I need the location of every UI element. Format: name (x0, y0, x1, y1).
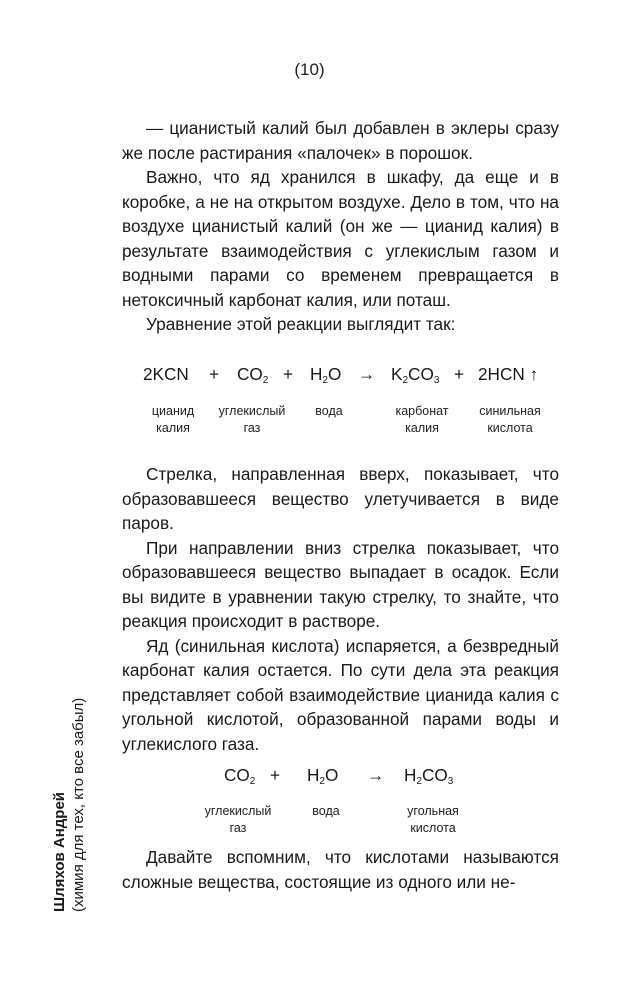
paragraph: — цианистый калий был добавлен в эклеры сразу же после растирания «палочек» в порошок. (122, 118, 559, 163)
paragraph: Давайте вспомним, что кислотами называются сложные вещества, состоящие из одного или не- (122, 847, 559, 892)
eq2-co2: $CO_2$ (224, 765, 256, 787)
eq2-label-co2: углекислый газ (204, 804, 272, 835)
eq1-label-h2o: вода (315, 404, 343, 418)
spine-author: Шляхов Андрей (51, 791, 68, 912)
eq2-label-h2o: вода (312, 804, 340, 818)
eq1-co2: $CO_2$ (237, 364, 269, 386)
spine-title: (химия для тех, кто все забыл) (70, 697, 87, 912)
text-block-middle (122, 462, 559, 756)
eq1-h2o: $H_2O$ (310, 364, 342, 386)
paragraph: Уравнение этой реакции выглядит так: (146, 314, 456, 334)
eq1-label-k2co3: карбонат калия (395, 404, 449, 435)
eq1-arrow: → (358, 364, 376, 384)
eq2-arrow: → (367, 765, 385, 785)
eq1-label-kcn: цианид калия (151, 404, 195, 435)
eq1-plus-1: + (209, 364, 220, 384)
page-number: (10) (294, 60, 325, 79)
paragraph: Яд (синильная кислота) испаряется, а безвредный карбонат калия остается. По сути дела эта реакция представляет собой взаимодействие цианида калия с угольной кислотой, образованной парами воды и углекислого газа. (122, 635, 559, 754)
text-block-bottom (122, 845, 559, 894)
paragraph: Важно, что яд хранился в шкафу, да еще и в коробке, а не на открытом воздухе. Дело в том, что на воздухе цианистый калий (он же — цианид калия) в результате взаимодействия с углекислым газом и водными парами со временем превращается в нетоксичный карбонат калия, или поташ. (122, 167, 559, 310)
eq1-label-hcn: синильная кислота (479, 404, 541, 435)
eq2-plus: + (270, 765, 281, 785)
eq2-h2co3: $H_2CO_3$ (404, 765, 454, 787)
eq1-kcn: 2KCN (143, 364, 189, 384)
equation-1-labels (0, 403, 619, 439)
eq1-hcn: 2HCN ↑ (478, 364, 539, 384)
eq1-label-co2: углекислый газ (218, 404, 286, 435)
eq2-h2o: $H_2O$ (307, 765, 339, 787)
eq1-plus-3: + (454, 364, 465, 384)
spine-text (50, 632, 87, 912)
eq1-plus-2: + (283, 364, 294, 384)
equation-2 (0, 765, 619, 789)
paragraph: При направлении вниз стрелка показывает, что образовавшееся вещество выпадает в осадок. Если вы видите в уравнении такую стрелку, то знайте, что реакция происходит в растворе. (122, 537, 559, 631)
eq2-label-h2co3: угольная кислота (407, 804, 459, 835)
equation-2-labels (0, 803, 619, 839)
text-block-top (122, 116, 559, 337)
eq1-k2co3: $K_2CO_3$ (391, 364, 440, 386)
equation-1 (0, 364, 619, 388)
paragraph: Стрелка, направленная вверх, показывает, что образовавшееся вещество улетучивается в виде паров. (122, 464, 559, 533)
